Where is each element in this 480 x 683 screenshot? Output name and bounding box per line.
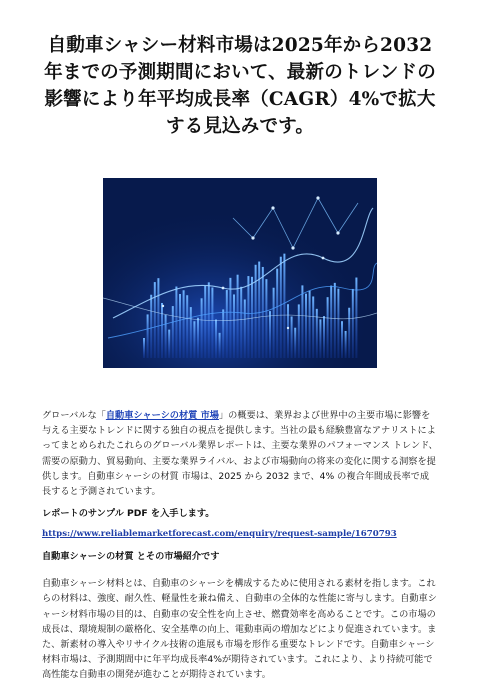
hero-bar <box>154 282 156 358</box>
hero-bar <box>316 309 318 358</box>
hero-bar <box>147 314 149 358</box>
hero-bar <box>301 285 303 358</box>
hero-bar <box>226 290 228 358</box>
intro-prefix: グローバルな「 <box>42 410 106 421</box>
hero-bar <box>157 278 159 358</box>
hero-bar <box>352 289 354 358</box>
hero-bar <box>265 279 267 358</box>
hero-bar <box>201 298 203 358</box>
hero-bar <box>172 306 174 358</box>
hero-bar <box>327 297 329 358</box>
hero-bar <box>211 287 213 358</box>
hero-bar <box>323 316 325 358</box>
hero-bar <box>287 304 289 358</box>
hero-bar <box>197 318 199 358</box>
hero-bar <box>233 294 235 358</box>
hero-bar <box>229 278 231 358</box>
hero-bar <box>161 303 163 358</box>
hero-bar <box>258 262 260 358</box>
hero-bar <box>175 287 177 358</box>
hero-bar <box>251 277 253 358</box>
hero-bar <box>283 254 285 358</box>
hero-bar <box>237 275 239 358</box>
hero-bar <box>341 321 343 358</box>
hero-bar <box>280 257 282 358</box>
hero-bar <box>183 290 185 358</box>
hero-bar <box>219 333 221 358</box>
body-paragraph: 自動車シャーシ材料とは、自動車のシャーシを構成するために使用される素材を指します。これらの材料は、強度、耐久性、軽量性を兼ね備え、自動車の全体的な性能に寄与します。自動車シャーシ材料市場の目的は、自動車の安全性を向上させ、燃費効率を高めることです。この市場の成長は、環境規制の厳格化、安全基準の向上、電動車両の増加などにより促進されています。また、新素材の導入やリサイクル技術の進展も市場を形作る重要なトレンドです。自動車シャーシ材料市場は、予測期間中に年平均成長率4%が期待されています。これにより、より持続可能で高性能な自動車の開発が進むことが期待されています。 <box>42 578 437 681</box>
section-heading: 自動車シャーシの材質 とその市場紹介です <box>42 551 220 563</box>
hero-bar <box>269 311 271 358</box>
hero-bar <box>319 319 321 358</box>
hero-bar <box>294 328 296 358</box>
hero-bar <box>165 315 167 358</box>
hero-bar <box>179 294 181 358</box>
hero-bar <box>244 299 246 358</box>
hero-bar <box>330 286 332 358</box>
hero-bar <box>348 308 350 358</box>
sample-label: レポートのサンプル PDF を入手します。 <box>42 508 215 520</box>
intro-paragraph <box>42 408 438 499</box>
hero-bar <box>143 338 145 358</box>
hero-bar <box>168 330 170 358</box>
hero-bar <box>204 286 206 358</box>
hero-bar <box>190 307 192 358</box>
hero-bar <box>215 319 217 358</box>
hero-bar <box>298 304 300 358</box>
intro-suffix: 」の概要は、業界および世界中の主要市場に影響を与える主要なトレンドに関する独自の視点を提供します。当社の最も経験豊富なアナリストによってまとめられたこれらのグローバル業界レポートは、主要な業界のパフォーマンス トレンド、需要の原動力、貿易動向、主要な業界ライバル、および市場動向の将来の変化に関する洞察を提供します。自動車シャーシの材質 市場は、2025 から 2032 まで、4% の複合年間成長率で成長すると予測されています。 <box>42 410 438 498</box>
hero-chart-image <box>103 178 377 368</box>
hero-bar <box>312 296 314 358</box>
hero-bar <box>305 294 307 358</box>
page-title: 自動車シャシー材料市場は2025年から2032年までの予測期間において、最新のトレンドの影響により年平均成長率（CAGR）4%で拡大する見込みです。 <box>44 35 436 137</box>
hero-bar <box>276 269 278 358</box>
hero-bar <box>309 291 311 358</box>
sample-url-link[interactable]: https://www.reliablemarketforecast.com/enquiry/request-sample/1670793 <box>42 529 397 540</box>
hero-bar <box>193 321 195 358</box>
hero-bar <box>240 287 242 358</box>
hero-bar <box>247 276 249 358</box>
hero-bar <box>255 265 257 358</box>
hero-bar <box>291 316 293 358</box>
hero-bar <box>186 295 188 358</box>
hero-bar <box>334 283 336 358</box>
hero-bar <box>337 289 339 358</box>
hero-bar <box>273 288 275 358</box>
hero-bar <box>345 331 347 358</box>
market-link[interactable]: 自動車シャーシの材質 市場 <box>105 410 219 421</box>
hero-bar <box>150 295 152 358</box>
hero-bar <box>222 309 224 358</box>
